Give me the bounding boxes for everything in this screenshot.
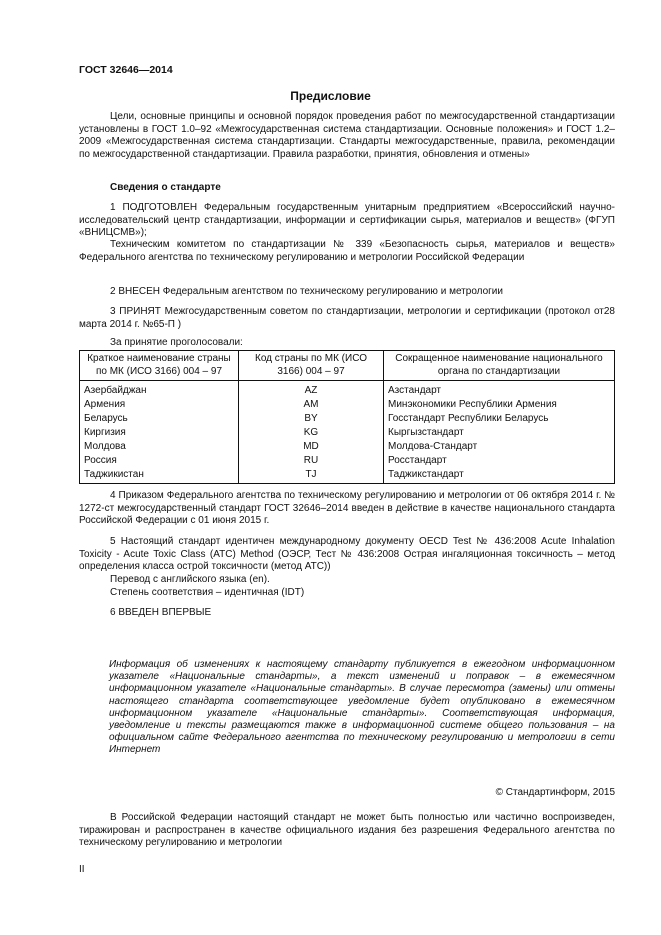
item-5-translation: Перевод с английского языка (en). [110, 574, 270, 585]
body-cell: Росстандарт [384, 454, 615, 468]
code-cell: BY [239, 412, 384, 426]
code-cell: RU [239, 454, 384, 468]
voting-table [79, 350, 615, 484]
page-number: II [79, 864, 85, 875]
table-row [80, 440, 615, 454]
section-heading: Сведения о стандарте [110, 182, 221, 193]
table-row [80, 454, 615, 468]
country-cell: Беларусь [80, 412, 239, 426]
item-1-paragraph: 1 ПОДГОТОВЛЕН Федеральным государственным унитарным предприятием «Всероссийский научно-исследовательский центр стандартизации, информации и сертификации сырья, материалов и веществ» (ФГУП «ВНИЦСМВ»); [79, 202, 615, 239]
vote-label: За принятие проголосовали: [110, 337, 243, 348]
code-cell: TJ [239, 468, 384, 484]
code-cell: AM [239, 398, 384, 412]
table-header-body: Сокращенное наименование национального органа по стандартизации [384, 351, 615, 381]
country-cell: Таджикистан [80, 468, 239, 484]
changes-info-note: Информация об изменениях к настоящему стандарту публикуется в ежегодном информационном указателе «Национальные стандарты», а текст изменений и поправок – в ежемесячном информационном указателе «Национальные стандарты». В случае пересмотра (замены) или отмены настоящего стандарта соответствующее уведомление будет опубликовано в ежемесячном информационном указателе «Национальные стандарты». Соответствующая информация, уведомление и тексты размещаются также в информационной системе общего пользования – на официальном сайте Федерального агентства по техническому регулированию и метрологии в сети Интернет [109, 659, 615, 756]
table-row [80, 412, 615, 426]
item-4-paragraph: 4 Приказом Федерального агентства по техническому регулированию и метрологии от 06 октября 2014 г. № 1272-ст межгосударственный стандарт ГОСТ 32646–2014 введен в действие в качестве национального стандарта Российской Федерации с 01 июня 2015 г. [79, 490, 615, 527]
item-6-paragraph: 6 ВВЕДЕН ВПЕРВЫЕ [110, 607, 212, 618]
code-cell: MD [239, 440, 384, 454]
country-cell: Азербайджан [80, 381, 239, 399]
country-cell: Россия [80, 454, 239, 468]
country-cell: Киргизия [80, 426, 239, 440]
copyright: © Стандартинформ, 2015 [495, 787, 615, 798]
table-row [80, 398, 615, 412]
item-2-paragraph: 2 ВНЕСЕН Федеральным агентством по техническому регулированию и метрологии [110, 286, 503, 297]
table-row [80, 426, 615, 440]
page-title: Предисловие [290, 89, 371, 103]
table-header-code: Код страны по МК (ИСО 3166) 004 – 97 [239, 351, 384, 381]
body-cell: Кыргызстандарт [384, 426, 615, 440]
code-cell: AZ [239, 381, 384, 399]
body-cell: Азстандарт [384, 381, 615, 399]
item-5-paragraph: 5 Настоящий стандарт идентичен международному документу OECD Test № 436:2008 Acute Inhalation Toxicity - Acute Toxic Class (ATC) Method (ОЭСР, Тест № 436:2008 Острая ингаляционная токсичность – метод определения класса острой токсичности (метод АТС)) [79, 536, 615, 573]
reproduction-notice: В Российской Федерации настоящий стандарт не может быть полностью или частично воспроизведен, тиражирован и распространен в качестве официального издания без разрешения Федерального агентства по техническому регулированию и метрологии [79, 812, 615, 849]
body-cell: Молдова-Стандарт [384, 440, 615, 454]
table-header-country: Краткое наименование страны по МК (ИСО 3166) 004 – 97 [80, 351, 239, 381]
item-1-committee: Техническим комитетом по стандартизации № 339 «Безопасность сырья, материалов и веществ» Федерального агентства по техническому регулированию и метрологии Российской Федерации [79, 239, 615, 263]
table-row [80, 468, 615, 484]
table-row [80, 381, 615, 399]
country-cell: Армения [80, 398, 239, 412]
code-cell: KG [239, 426, 384, 440]
body-cell: Госстандарт Республики Беларусь [384, 412, 615, 426]
body-cell: Минэкономики Республики Армения [384, 398, 615, 412]
intro-paragraph: Цели, основные принципы и основной порядок проведения работ по межгосударственной стандартизации установлены в ГОСТ 1.0–92 «Межгосударственная система стандартизации. Основные положения» и ГОСТ 1.2–2009 «Межгосударственная система стандартизации. Стандарты межгосударственные, правила, рекомендации по межгосударственной стандартизации. Правила разработки, принятия, обновления и отмены» [79, 111, 615, 160]
item-3-paragraph: 3 ПРИНЯТ Межгосударственным советом по стандартизации, метрологии и сертификации (протокол от28 марта 2014 г. №65-П ) [79, 306, 615, 330]
country-cell: Молдова [80, 440, 239, 454]
table-header-row [80, 351, 615, 381]
document-id: ГОСТ 32646—2014 [79, 64, 173, 76]
item-5-conformity: Степень соответствия – идентичная (IDT) [110, 587, 305, 598]
body-cell: Таджикстандарт [384, 468, 615, 484]
